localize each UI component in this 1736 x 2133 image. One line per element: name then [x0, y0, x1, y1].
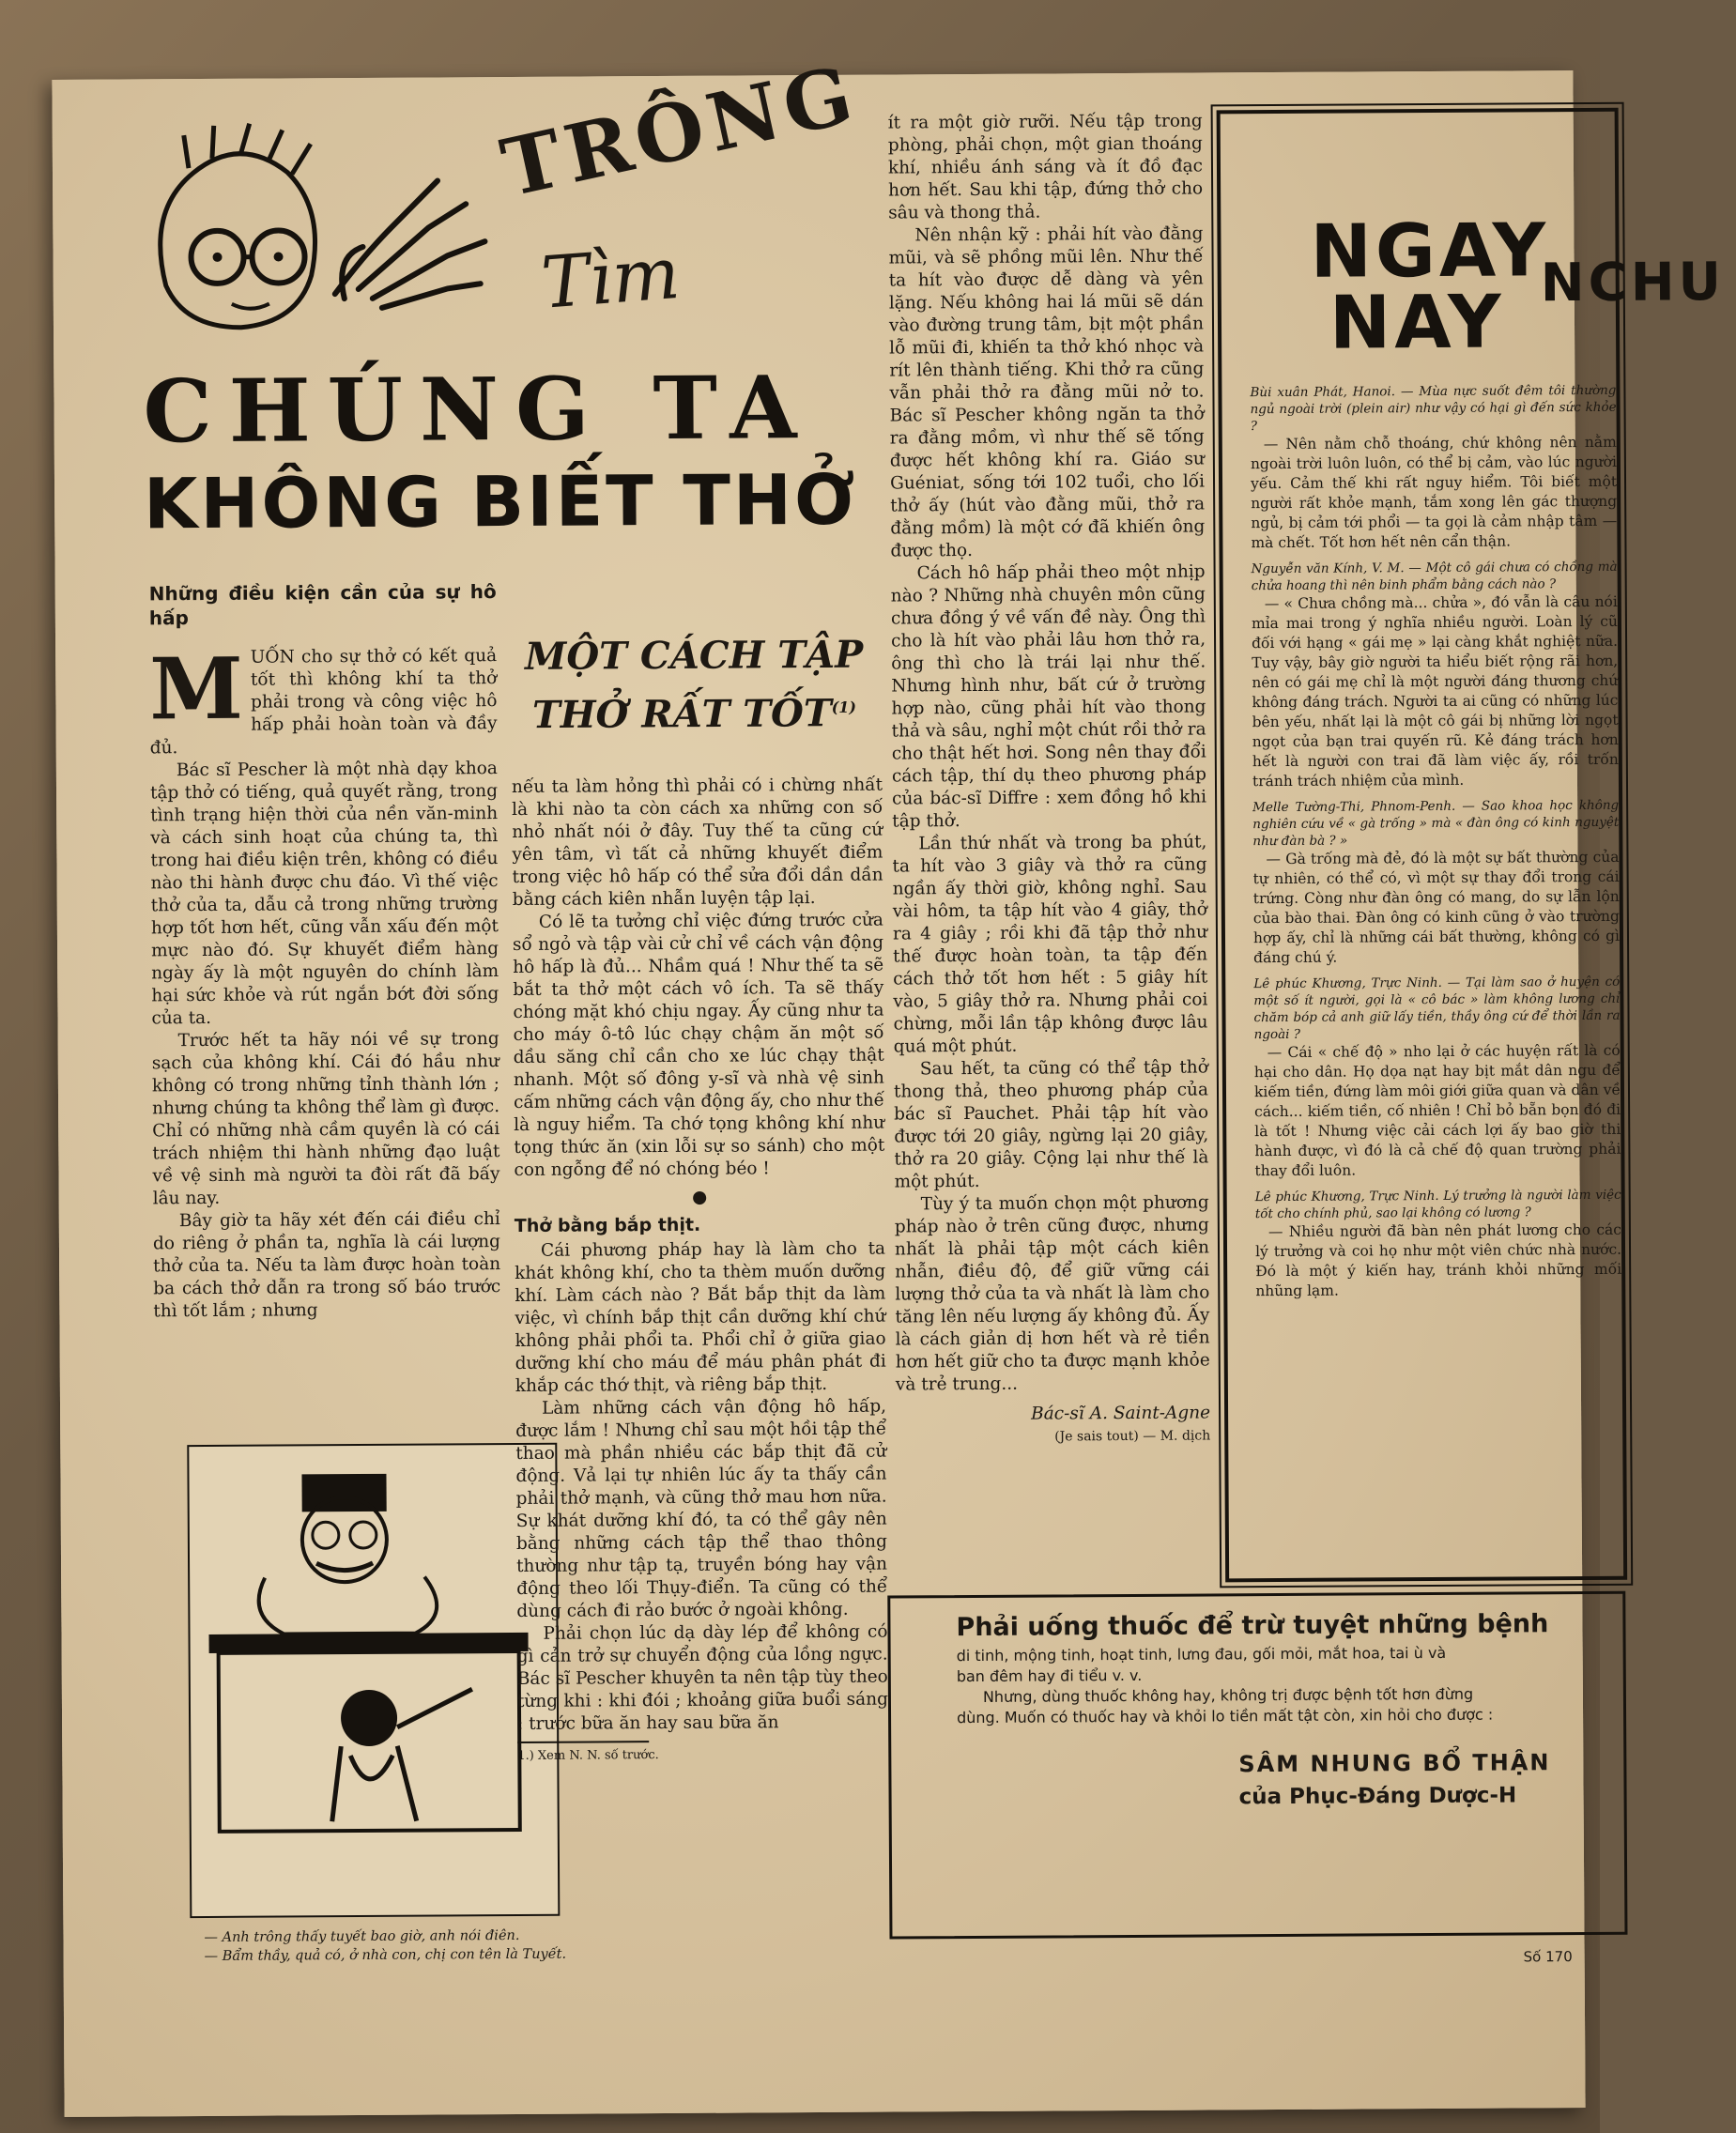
ad-brand: SÂM NHUNG BỔ THẬN [1238, 1749, 1551, 1778]
ad-body [891, 1638, 1624, 1729]
ad-maker: của Phục-Đáng Dược-H [1238, 1783, 1517, 1810]
article-credit: (Je sais tout) — M. dịch [1054, 1428, 1211, 1445]
cartoon-caption-2: — Bẩm thầy, quả có, ở nhà con, chị con tên là Tuyết. [204, 1946, 567, 1965]
page-number: Số 170 [1523, 1948, 1573, 1966]
col3-paragraph-2: Nên nhận kỹ : phải hít vào đằng mũi, và sẽ phồng mũi lên. Như thế ta hít vào được dễ dàng và yên lặng. Nếu không hai lá mũi sẽ dán vào đường trung tâm, bịt một phần lỗ mũi đi, khiến ta thở khó nhọc và rít lên thành tiếng. Khi thở ra cũng vẫn phải thở ra đằng mũi nở to. Bác sĩ Pescher không ngăn ta thở ra đằng mồm, vì như thế sẽ tống được hết không khí ra. Giáo sư Guéniat, sống tới 102 tuổi, cho lối thở ấy (hút vào đằng mũi, thở ra đằng mồm) là một cớ đã khiến ông được thọ. [888, 223, 1206, 561]
answer-1: — Nên nằm chỗ thoáng, chứ không nên nằm ngoài trời luôn luôn, có thể bị cảm, vào lúc người yếu. Cảm thế khi rất nguy hiểm. Tôi biết một người rất khỏe mạnh, tắm xong lên gác thượng ngủ, bị cảm tới phổi — ta gọi là cảm nhập tâm — mà chết. Tốt hơn hết nên cẩn thận. [1250, 433, 1618, 552]
cartoon-illustration [187, 1443, 560, 1918]
masthead-right: NCHU [1540, 252, 1726, 315]
section-title-line1: MỘT CÁCH TẬP [524, 632, 864, 679]
footnote: 1.) Xem N. N. số trước. [517, 1748, 659, 1763]
answer-4: — Cái « chế độ » nho lại ở các huyện rất là có hại cho dân. Họ dọa nạt hay bịt mắt dân ngu để kiếm tiền, đứng làm môi giới giữa quan và dân về cách... kiếm tiền, cố nhiên ! Chỉ bỏ bẵn bọn đó đi là tốt ! Nhưng việc cải cách lợi ấy bao giờ thi hành được, vì đó là cả chế độ quan trường phải thay đổi luôn. [1253, 1041, 1621, 1180]
answer-5: — Nhiều người đã bàn nên phát lương cho các lý trưởng và coi họ như một viên chức nhà nước. Đó là một ý kiến hay, tránh khỏi những mối nhũng lạm. [1254, 1220, 1622, 1300]
col2-paragraph-4: Làm những cách vận động hô hấp, được lắm ! Nhưng chỉ sau một hồi tập thể thao mà phần nhiều các bắp thịt đã cử động. Vả lại tự nhiên lúc ấy ta thấy cần phải thở mạnh, và cũng thở mau hơn nữa. Sự khát dưỡng khí đó, ta có thể gây nên bằng những cách tập thể thao thông thường như tập tạ, truyền bóng hay vận động theo lối Thụy-điển. Ta cũng có thể dùng cách đi rảo bước ở ngoài không. [515, 1396, 888, 1621]
magazine-page [52, 46, 1726, 2117]
question-2: Nguyễn văn Kính, V. M. — Một cô gái chưa có chồng mà chửa hoang thì nên binh phẩm bằng cách nào ? [1251, 559, 1618, 594]
section-separator: ● [692, 1187, 708, 1207]
column-3 [888, 110, 1211, 1449]
ad-line-2: ban đêm hay đi tiểu v. v. [956, 1665, 1143, 1686]
col1-paragraph-3: Trước hết ta hãy nói về sự trong sạch của không khí. Cái đó hầu như không có trong những tỉnh thành lớn ; nhưng chúng ta không thể làm gì được. Chỉ có những nhà cầm quyền là có cái trách nhiệm thi hành những đạo luật về vệ sinh mà người ta đòi rất đã bấy lâu nay. [151, 1029, 500, 1209]
col2-paragraph-5: Phải chọn lúc dạ dày lép để không có gì cản trở sự chuyển động của lồng ngực. Bác sĩ Pescher khuyên ta nên tập tùy theo từng khi : khi đói ; khoảng giữa buổi sáng : trước bữa ăn hay sau bữa ăn [516, 1621, 889, 1734]
question-5: Lê phúc Khương, Trực Ninh. Lý trưởng là người làm việc tốt cho chính phủ, sao lại không có lương ? [1254, 1187, 1621, 1222]
section-title-line2: THỞ RẤT TỐT$^{(1)}$ [531, 691, 857, 738]
face-with-glasses-illustration [109, 115, 504, 343]
col3-paragraph-3: Cách hô hấp phải theo một nhịp nào ? Những nhà chuyên môn cũng chưa đồng ý về vấn đề này. Ông thì cho là hít vào phải lâu hơn thở ra, ông thì cho là trái lại như thế. Nhưng hình như, bất cứ ở trường hợp nào, cũng phải hít vào thong thả và sâu, nghỉ một chút rồi thở ra cho thật hết hơi. Song nên thay đổi cách tập, thí dụ theo phương pháp của bác-sĩ Diffre : xem đồng hồ khi tập thở. [890, 561, 1207, 832]
col1-paragraph-2: Bác sĩ Pescher là một nhà dạy khoa tập thở có tiếng, quả quyết rằng, trong tình trạng hiện thời của nền văn-minh và cách sinh hoạt của chúng ta, thì trong hai điều kiện trên, không có điều nào thi hành được chu đáo. Vì thế việc thở của ta, dẫu cả trong những trường hợp tốt hơn hết, cũng vẫn xấu đến một mực nào đó. Sự khuyết điểm hàng ngày ấy là một nguyên do chính làm hại sức khỏe và rút ngắn bớt đời sống của ta. [149, 759, 499, 1029]
col2-paragraph-3: Cái phương pháp hay là làm cho ta khát không khí, cho ta thèm muốn dưỡng khí. Làm cách nào ? Bắt bắp thịt da làm việc, vì chính bắp thịt cần dưỡng khí chứ không phải phổi ta. Phổi chỉ ở giữa giao dưỡng khí cho máu để máu phân phát đi khắp các thớ thịt, và riêng bắp thịt. [515, 1238, 886, 1396]
ad-line-1: di tinh, mộng tinh, hoạt tinh, lưng đau, gối mỏi, mắt hoa, tai ù và [956, 1643, 1447, 1665]
question-3: Melle Tường-Thi, Phnom-Penh. — Sao khoa học không nghiên cứu về « gà trống » mà « đàn ông có kinh nguyệt như đàn bà ? » [1252, 797, 1620, 850]
col3-paragraph-5: Sau hết, ta cũng có thể tập thở thong thả, theo phương pháp của bác sĩ Pauchet. Phải tập hít vào được tới 20 giây, ngừng lại 20 giây, thở ra 20 giây. Cộng lại như thế là một phút. [893, 1057, 1209, 1192]
section-title [506, 629, 883, 743]
dropcap-letter: M [149, 638, 244, 740]
title-kicker-sub: Tìm [538, 230, 683, 325]
footnote-rule [517, 1741, 649, 1743]
article-title-line1: CHÚNG TA [143, 357, 814, 463]
col1-subhead: Những điều kiện cần của sự hô hấp [148, 580, 497, 630]
article-title-line2: KHÔNG BIẾT THỞ [143, 459, 858, 545]
article-signature: Bác-sĩ A. Saint-Agne [1031, 1403, 1211, 1424]
col2-subhead: Thở bằng bắp thịt. [514, 1214, 701, 1236]
col2-paragraph-1: nếu ta làm hỏng thì phải có i chừng nhất là khi nào ta còn cách xa những con số nhỏ nhất nói ở đây. Tuy thế ta cũng cứ yên tâm, vì tất cả những khuyết điểm trong việc hô hấp có thể sửa đổi dần dần bằng cách kiên nhẫn luyện tập lại. [511, 775, 883, 910]
column-1 [149, 579, 501, 1323]
col3-paragraph-4: Lần thứ nhất và trong ba phút, ta hít vào 3 giây và thở ra cũng ngần ấy thời giờ, không nghỉ. Sau vài hôm, ta tập hít vào 4 giây, thở ra 4 giây ; rồi khi đã tập thở như thế được hoàn toàn, ta tập đến cách thở tốt hơn hết : 5 giây hít vào, 5 giây thở ra. Nhưng phải coi chừng, mỗi lần tập không được lâu quá một phút. [892, 832, 1208, 1057]
teacher-student-drawing [189, 1445, 554, 1841]
answer-3: — Gà trống mà đẻ, đó là một sự bất thường của tự nhiên, có thể có, vì một sự thay đổi trong cái trứng. Còng như đàn ông có mang, do sự lẫn lộn của bào thai. Đàn ông có kinh cũng ở vào trường hợp ấy, chỉ là những cái bất thường, không có gì đáng chú ý. [1252, 848, 1621, 967]
qa-list [1221, 358, 1631, 1302]
ad-headline: Phải uống thuốc để trừ tuyệt những bệnh [956, 1609, 1549, 1643]
qa-sidebar-box [1217, 108, 1726, 1583]
masthead-line1: NGAY [1310, 208, 1550, 295]
medicine-advertisement [887, 1591, 1627, 1940]
answer-2: — « Chưa chồng mà... chửa », đó vẫn là câu nói mỉa mai trong ý nghĩa nhiều người. Loàn lý cũ đối với hạng « gái mẹ » lại càng khắt nghiệt nữa. Tuy vậy, bây giờ người ta hiểu biết rộng rãi hơn, nên có gái mẹ chỉ là một người đáng thương chứ không đáng trách. Người ta ai cũng có những lúc bên yếu, nhất lại là một cô gái bị những lời ngọt ngọt của bạn trai quyến rũ. Kẻ đáng trách hơn hết là người con trai đã làm việc ấy, rồi trốn tránh trách nhiệm của mình. [1251, 592, 1619, 790]
footnote-mark: (1) [831, 698, 857, 716]
ad-line-3: Nhưng, dùng thuốc không hay, không trị được bệnh tốt hơn đừng [982, 1684, 1474, 1706]
ad-line-4: dùng. Muốn có thuốc hay và khỏi lo tiền mất tật còn, xin hỏi cho được : [957, 1705, 1494, 1727]
cartoon-caption [204, 1926, 589, 1967]
cartoon-caption-1: — Anh trông thấy tuyết bao giờ, anh nói điên. [204, 1927, 520, 1946]
title-kicker: TRÔNG [493, 46, 866, 215]
column-2 [512, 775, 888, 1768]
col3-paragraph-1: ít ra một giờ rưỡi. Nếu tập trong phòng, phải chọn, một gian thoáng khí, nhiều ánh sáng và ít đồ đạc hơn hết. Sau khi tập, đứng thở cho sâu và thong thả. [887, 111, 1204, 223]
col3-paragraph-6: Tùy ý ta muốn chọn một phương pháp nào ở trên cũng được, nhưng nhất là phải tập một cách kiên nhẫn, điều độ, để giữ vững cái lượng thở của ta và nhất là làm cho tăng lên nếu lượng ấy không đủ. Ấy là cách giản dị hơn hết và rẻ tiền hơn hết giữ cho ta được mạnh khỏe và trẻ trung... [894, 1192, 1210, 1395]
question-4: Lê phúc Khương, Trực Ninh. — Tại làm sao ở huyện có một số ít người, gọi là « cô bác » làm không lương chỉ chăm bóp cả anh giữ lấy tiền, thầy ông cứ để thời lần ra ngoài ? [1253, 974, 1621, 1043]
col1-paragraph-1: UỐN cho sự thở có kết quả tốt thì không khí ta thở phải trong và công việc hô hấp phải hoàn toàn và đầy đủ. [149, 646, 498, 759]
masthead-line2: NAY [1329, 280, 1505, 366]
col2-paragraph-2: Có lẽ ta tưởng chỉ việc đứng trước cửa sổ ngỏ và tập vài cử chỉ về cách vận động hô hấp là đủ... Nhầm quá ! Như thế ta sẽ bắt ta thở một cách vô ích. Ta sẽ thấy chóng mặt khó chịu ngay. Ấy cũng như ta cho máy ô-tô lúc chạy chậm ăn một số dầu săng chỉ cần cho xe lúc chạy thật nhanh. Một số đông y-sĩ và nhà vệ sinh cấm những cách vận động ấy, cho như thế là nguy hiểm. Ta chớ tọng không khí như tọng thức ăn (xin lỗi sự so sánh) cho một con ngỗng để nó chóng béo ! [512, 910, 885, 1180]
sidebar-masthead [1221, 112, 1726, 366]
question-1: Bùi xuân Phát, Hanoi. — Mùa nực suốt đêm tôi thường ngủ ngoài trời (plein air) như vậy có hại gì đến sức khỏe ? [1250, 382, 1617, 435]
col1-paragraph-4: Bây giờ ta hãy xét đến cái điều chỉ do riêng ở phần ta, nghĩa là cái lượng thở của ta. Nếu ta làm được hoàn toàn ba cách thở dẫn ra trong số báo trước thì tốt lắm ; nhưng [152, 1209, 501, 1322]
